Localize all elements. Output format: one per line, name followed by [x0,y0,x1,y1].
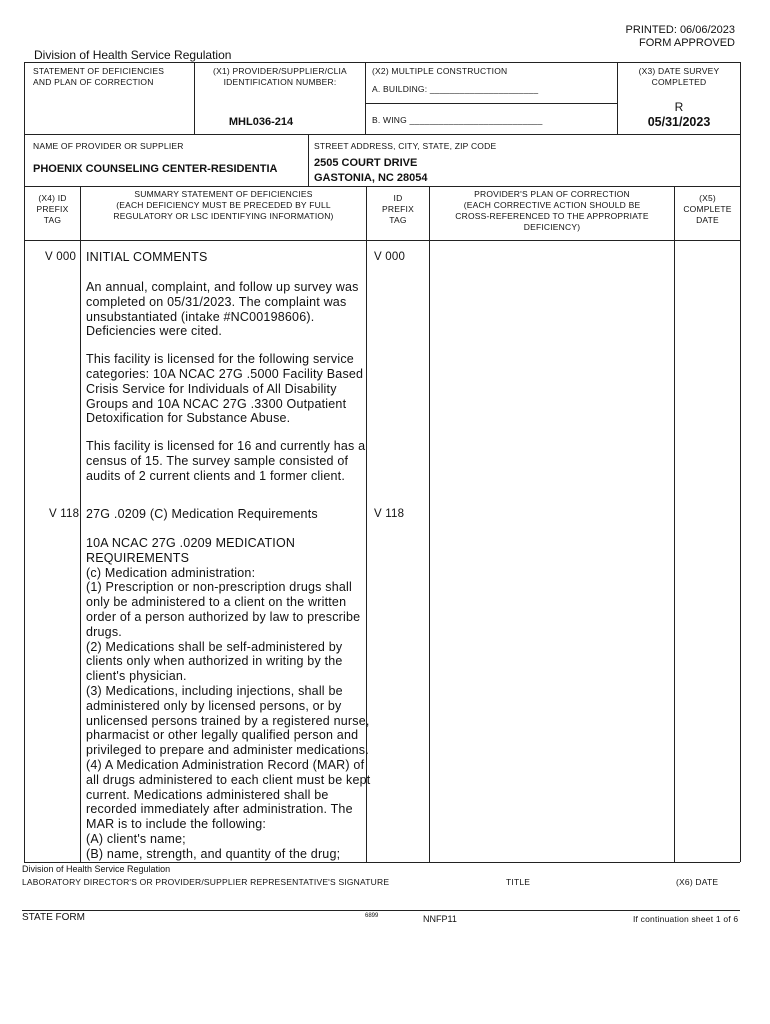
title-label: TITLE [506,877,531,887]
tag-v118: V 118 [49,508,80,520]
form-approved: FORM APPROVED [639,37,735,49]
tag-v000: V 000 [45,251,77,263]
signature-label: LABORATORY DIRECTOR'S OR PROVIDER/SUPPLIER REPRESENTATIVE'S SIGNATURE [22,877,390,887]
x3-label: (X3) DATE SURVEY COMPLETED [638,66,720,87]
printed-block [626,24,735,50]
provider-name-label: NAME OF PROVIDER OR SUPPLIER [33,141,184,151]
survey-date: 05/31/2023 [647,115,711,129]
printed-date: PRINTED: 06/06/2023 [625,24,735,36]
x6-date-label: (X6) DATE [676,877,719,887]
x1-label: (X1) PROVIDER/SUPPLIER/CLIA IDENTIFICATION NUMBER: [213,66,347,87]
x2-label: (X2) MULTIPLE CONSTRUCTION [372,66,508,76]
continuation-sheet: If continuation sheet 1 of 6 [633,914,739,924]
v000-para-3: This facility is licensed for 16 and currently has a census of 15. The survey sample consisted of audits of 2 current clients and 1 former client. [86,439,366,483]
survey-code: R [674,100,684,114]
address [314,156,428,186]
event-id: NNFP11 [423,914,457,924]
v000-title: INITIAL COMMENTS [86,250,208,264]
state-form: STATE FORM [22,912,85,923]
x4-header: (X4) ID PREFIX TAG [36,193,69,225]
v000-para-1: An annual, complaint, and follow up survey was completed on 05/31/2023. The complaint was unsubstantiated (intake #NC00198606). Deficiencies were cited. [86,280,359,339]
id-tag-v000: V 000 [374,251,406,263]
v000-body [86,280,376,497]
provider-name: PHOENIX COUNSELING CENTER-RESIDENTIA [33,163,278,175]
v118-title: 27G .0209 (C) Medication Requirements [86,507,318,521]
summary-header: SUMMARY STATEMENT OF DEFICIENCIES (EACH DEFICIENCY MUST BE PRECEDED BY FULL REGULATORY OR LSC IDENTIFYING INFORMATION) [113,189,334,221]
id-header: ID PREFIX TAG [382,193,414,225]
address-label: STREET ADDRESS, CITY, STATE, ZIP CODE [314,141,497,151]
address-line2: GASTONIA, NC 28054 [314,172,428,184]
x5-header: (X5) COMPLETE DATE [683,193,732,225]
v000-para-2: This facility is licensed for the following service categories: 10A NCAC 27G .5000 Facility Based Crisis Service for Individuals of All Disability Groups and 10A NCAC 27G .3300 Outpatient Detoxification for Substance Abuse. [86,352,364,426]
v118-body: 10A NCAC 27G .0209 MEDICATION REQUIREMENTS (c) Medication administration: (1) Prescription or non-prescription drugs shall only be administered to a client on the written order of a person authorized by law to prescribe drugs. (2) Medications shall be self-administered by clients only when authorized in writing by the client's physician. (3) Medications, including injections, shall be administered only by licensed persons, or by unlicensed persons trained by a registered nurse, pharmacist or other legally qualified person and privileged to prepare and administer medications. (4) A Medication Administration Record (MAR) of all drugs administered to each client must be kept current. Medications administered shall be recorded immediately after administration. The MAR is to include the following: (A) client's name; (B) name, strength, and quantity of the drug; [86,536,371,861]
provider-id: MHL036-214 [228,116,294,128]
wing-field: B. WING ___________________________ [372,115,543,125]
statement-label: STATEMENT OF DEFICIENCIES AND PLAN OF CORRECTION [33,66,165,87]
address-line1: 2505 COURT DRIVE [314,157,418,169]
footer-agency: Division of Health Service Regulation [22,864,171,874]
agency-name: Division of Health Service Regulation [34,48,232,62]
building-field: A. BUILDING: ______________________ [372,84,539,94]
id-tag-v118: V 118 [374,508,405,520]
form-code: 6899 [365,913,379,919]
plan-header: PROVIDER'S PLAN OF CORRECTION (EACH CORRECTIVE ACTION SHOULD BE CROSS-REFERENCED TO THE APPROPRIATE DEFICIENCY) [455,189,649,232]
